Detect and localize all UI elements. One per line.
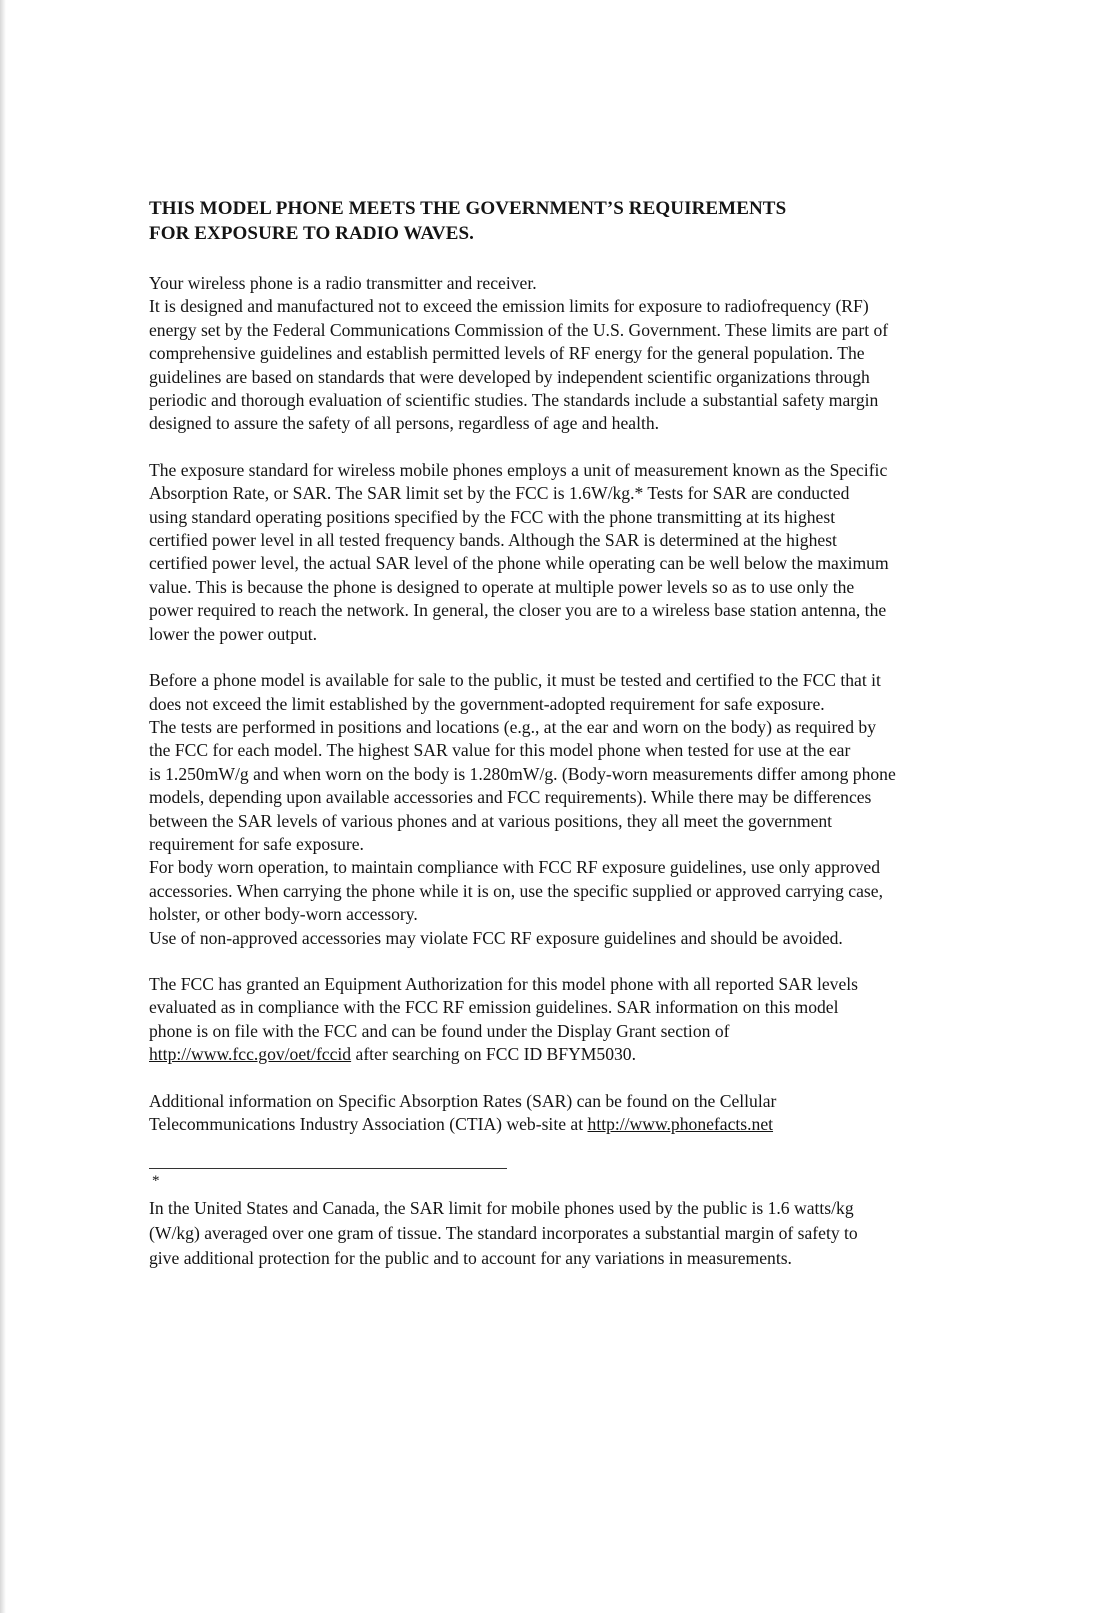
paragraph-line: models, depending upon available accessories and FCC requirements). While there may be differences [149, 787, 872, 808]
phonefacts-link[interactable]: http://www.phonefacts.net [587, 1114, 774, 1134]
footnote-text [149, 1196, 1069, 1271]
footnote-line: (W/kg) averaged over one gram of tissue. The standard incorporates a substantial margin of safety to [149, 1223, 858, 1243]
paragraph-line: requirement for safe exposure. [149, 833, 364, 854]
paragraph-line: Additional information on Specific Absorption Rates (SAR) can be found on the Cellular [149, 1090, 777, 1111]
heading-line-1: THIS MODEL PHONE MEETS THE GOVERNMENT’S REQUIREMENTS [149, 198, 787, 219]
paragraph-line: the FCC for each model. The highest SAR value for this model phone when tested for use at the ear [149, 740, 851, 761]
paragraph-line: It is designed and manufactured not to exceed the emission limits for exposure to radiofrequency (RF) [149, 296, 869, 317]
document-body [149, 272, 1069, 1136]
footnote-line: In the United States and Canada, the SAR limit for mobile phones used by the public is 1.6 watts/kg [149, 1198, 854, 1218]
paragraph-line: evaluated as in compliance with the FCC RF emission guidelines. SAR information on this model [149, 997, 839, 1018]
paragraph-sar-standard [149, 459, 1069, 646]
paragraph-line: comprehensive guidelines and establish permitted levels of RF energy for the general population. The [149, 343, 865, 364]
paragraph-line: certified power level in all tested frequency bands. Although the SAR is determined at the highest [149, 530, 837, 551]
paragraph-line: does not exceed the limit established by the government-adopted requirement for safe exposure. [149, 693, 825, 714]
paragraph-line: Absorption Rate, or SAR. The SAR limit set by the FCC is 1.6W/kg.* Tests for SAR are conducted [149, 483, 850, 504]
heading-line-2: FOR EXPOSURE TO RADIO WAVES. [149, 223, 475, 244]
paragraph-line [149, 1113, 1069, 1136]
paragraph-line: designed to assure the safety of all persons, regardless of age and health. [149, 413, 660, 434]
footnote-line: give additional protection for the public and to account for any variations in measurements. [149, 1248, 792, 1268]
paragraph-line: phone is on file with the FCC and can be found under the Display Grant section of [149, 1020, 730, 1041]
paragraph-line: certified power level, the actual SAR level of the phone while operating can be well below the maximum [149, 553, 889, 574]
paragraph-rf-transmitter [149, 272, 1069, 436]
paragraph-line: guidelines are based on standards that were developed by independent scientific organizations through [149, 366, 870, 387]
paragraph-line: For body worn operation, to maintain compliance with FCC RF exposure guidelines, use only approved [149, 857, 881, 878]
footnote-marker: * [152, 1173, 160, 1189]
paragraph-line: using standard operating positions specified by the FCC with the phone transmitting at its highest [149, 506, 836, 527]
paragraph-equipment-authorization [149, 973, 1069, 1067]
paragraph-line: value. This is because the phone is designed to operate at multiple power levels so as to use only the [149, 576, 855, 597]
paragraph-line: Before a phone model is available for sale to the public, it must be tested and certified to the FCC that it [149, 670, 881, 691]
paragraph-additional-info [149, 1090, 1069, 1137]
fcc-id-link-suffix: after searching on FCC ID BFYM5030. [351, 1044, 637, 1065]
paragraph-testing-certification [149, 669, 1069, 950]
paragraph-line: The tests are performed in positions and locations (e.g., at the ear and worn on the body) as required by [149, 716, 876, 737]
paragraph-line: periodic and thorough evaluation of scientific studies. The standards include a substantial safety margin [149, 390, 879, 411]
paragraph-line: Use of non-approved accessories may violate FCC RF exposure guidelines and should be avoided. [149, 927, 843, 948]
paragraph-line: The FCC has granted an Equipment Authorization for this model phone with all reported SAR levels [149, 973, 858, 994]
footnote-divider [149, 1168, 507, 1169]
paragraph-line: accessories. When carrying the phone while it is on, use the specific supplied or approved carrying case, [149, 880, 883, 901]
paragraph-line: is 1.250mW/g and when worn on the body is 1.280mW/g. (Body-worn measurements differ among phone [149, 763, 896, 784]
paragraph-line: energy set by the Federal Communications Commission of the U.S. Government. These limits are part of [149, 319, 889, 340]
paragraph-line: lower the power output. [149, 623, 318, 644]
paragraph-line: holster, or other body-worn accessory. [149, 904, 418, 925]
paragraph-line: between the SAR levels of various phones and at various positions, they all meet the government [149, 810, 833, 831]
fcc-id-link[interactable]: http://www.fcc.gov/oet/fccid [149, 1044, 352, 1065]
ctia-prefix: Telecommunications Industry Association (CTIA) web-site at [149, 1114, 588, 1134]
paragraph-line [149, 1043, 1069, 1066]
scan-edge-shadow [0, 0, 6, 1613]
paragraph-line: power required to reach the network. In general, the closer you are to a wireless base station antenna, the [149, 600, 887, 621]
document-heading [149, 196, 969, 246]
paragraph-line: The exposure standard for wireless mobile phones employs a unit of measurement known as the Specific [149, 459, 888, 480]
paragraph-line: Your wireless phone is a radio transmitter and receiver. [149, 273, 537, 293]
